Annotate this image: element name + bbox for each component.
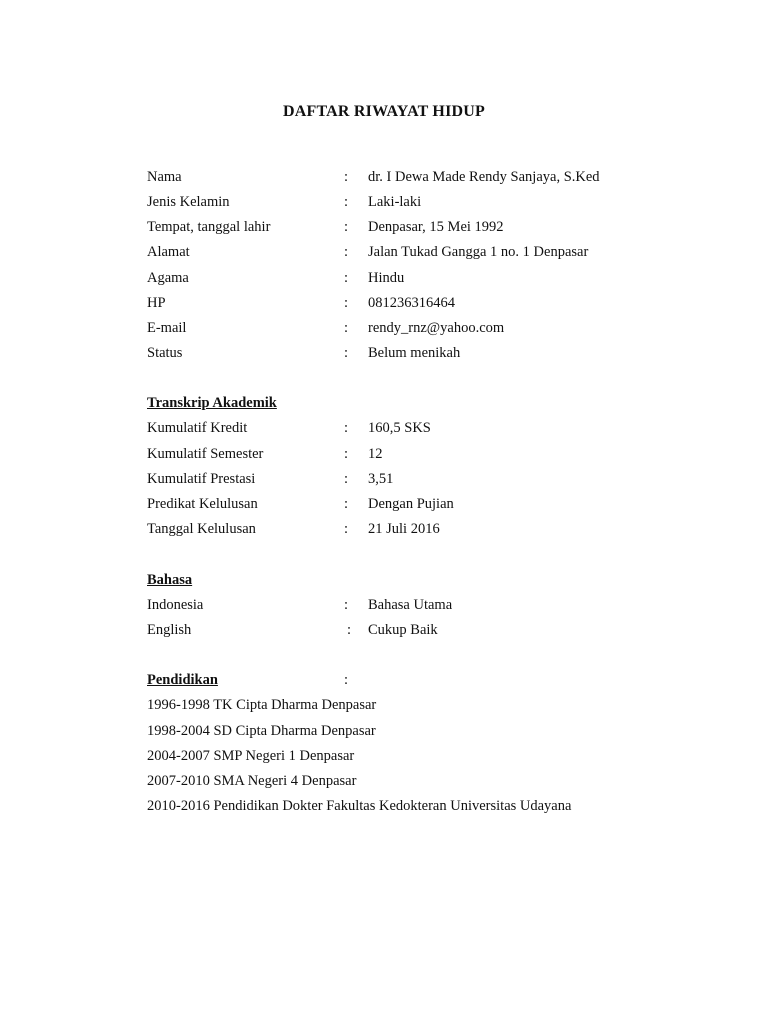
education-item: 1998-2004 SD Cipta Dharma Denpasar [147, 723, 376, 739]
field-value: rendy_rnz@yahoo.com [368, 320, 505, 336]
page-title: DAFTAR RIWAYAT HIDUP [283, 103, 485, 120]
field-label: Predikat Kelulusan [147, 496, 258, 512]
field-value: 081236316464 [368, 295, 455, 311]
personal-row-religion [147, 267, 707, 289]
separator: : [344, 496, 349, 512]
separator: : [344, 219, 349, 235]
personal-row-gender [147, 191, 707, 213]
field-label: Indonesia [147, 597, 204, 613]
field-label: Jenis Kelamin [147, 194, 230, 210]
field-label: Agama [147, 270, 189, 286]
field-value: dr. I Dewa Made Rendy Sanjaya, S.Ked [368, 169, 600, 185]
education-item: 2007-2010 SMA Negeri 4 Denpasar [147, 773, 357, 789]
section-heading-language: Bahasa [147, 572, 193, 588]
personal-row-birth [147, 216, 707, 238]
field-value: Hindu [368, 270, 405, 286]
language-row-english [147, 619, 707, 641]
field-label: English [147, 622, 192, 638]
field-value: Jalan Tukad Gangga 1 no. 1 Denpasar [368, 244, 589, 260]
separator: : [344, 345, 349, 361]
academic-row-predicate [147, 493, 707, 515]
field-value: Bahasa Utama [368, 597, 453, 613]
personal-row-address [147, 241, 707, 263]
field-value: Denpasar, 15 Mei 1992 [368, 219, 504, 235]
field-value: 21 Juli 2016 [368, 521, 440, 537]
separator: : [344, 597, 349, 613]
academic-row-graduation-date [147, 518, 707, 540]
field-label: Kumulatif Kredit [147, 420, 248, 436]
field-label: Kumulatif Prestasi [147, 471, 256, 487]
field-label: Tempat, tanggal lahir [147, 219, 271, 235]
field-value: 3,51 [368, 471, 394, 487]
academic-row-gpa [147, 468, 707, 490]
separator: : [344, 521, 349, 537]
education-item: 2004-2007 SMP Negeri 1 Denpasar [147, 748, 355, 764]
field-value: Laki-laki [368, 194, 422, 210]
separator: : [344, 244, 349, 260]
section-heading-education: Pendidikan [147, 672, 218, 688]
separator: : [344, 471, 349, 487]
separator: : [344, 295, 349, 311]
separator: : [344, 320, 349, 336]
personal-row-email [147, 317, 707, 339]
academic-row-credits [147, 417, 707, 439]
section-heading-academic: Transkrip Akademik [147, 395, 277, 411]
separator: : [344, 270, 349, 286]
field-label: Alamat [147, 244, 190, 260]
field-label: HP [147, 295, 166, 311]
separator: : [344, 169, 349, 185]
personal-row-name [147, 166, 707, 188]
field-label: Tanggal Kelulusan [147, 521, 256, 537]
education-item: 2010-2016 Pendidikan Dokter Fakultas Kedokteran Universitas Udayana [147, 798, 572, 814]
education-item: 1996-1998 TK Cipta Dharma Denpasar [147, 697, 377, 713]
field-value: Belum menikah [368, 345, 461, 361]
field-label: Nama [147, 169, 182, 185]
separator: : [344, 420, 349, 436]
separator: : [347, 622, 352, 638]
separator: : [344, 672, 349, 688]
separator: : [344, 446, 349, 462]
academic-heading-row [147, 392, 707, 414]
academic-row-semester [147, 443, 707, 465]
field-value: Cukup Baik [368, 622, 438, 638]
language-heading-row [147, 569, 707, 591]
field-value: 12 [368, 446, 383, 462]
field-label: Kumulatif Semester [147, 446, 264, 462]
field-value: 160,5 SKS [368, 420, 431, 436]
personal-row-phone [147, 292, 707, 314]
education-heading-row [147, 669, 707, 691]
field-label: E-mail [147, 320, 187, 336]
language-row-indonesia [147, 594, 707, 616]
personal-row-status [147, 342, 707, 364]
field-label: Status [147, 345, 183, 361]
field-value: Dengan Pujian [368, 496, 454, 512]
separator: : [344, 194, 349, 210]
